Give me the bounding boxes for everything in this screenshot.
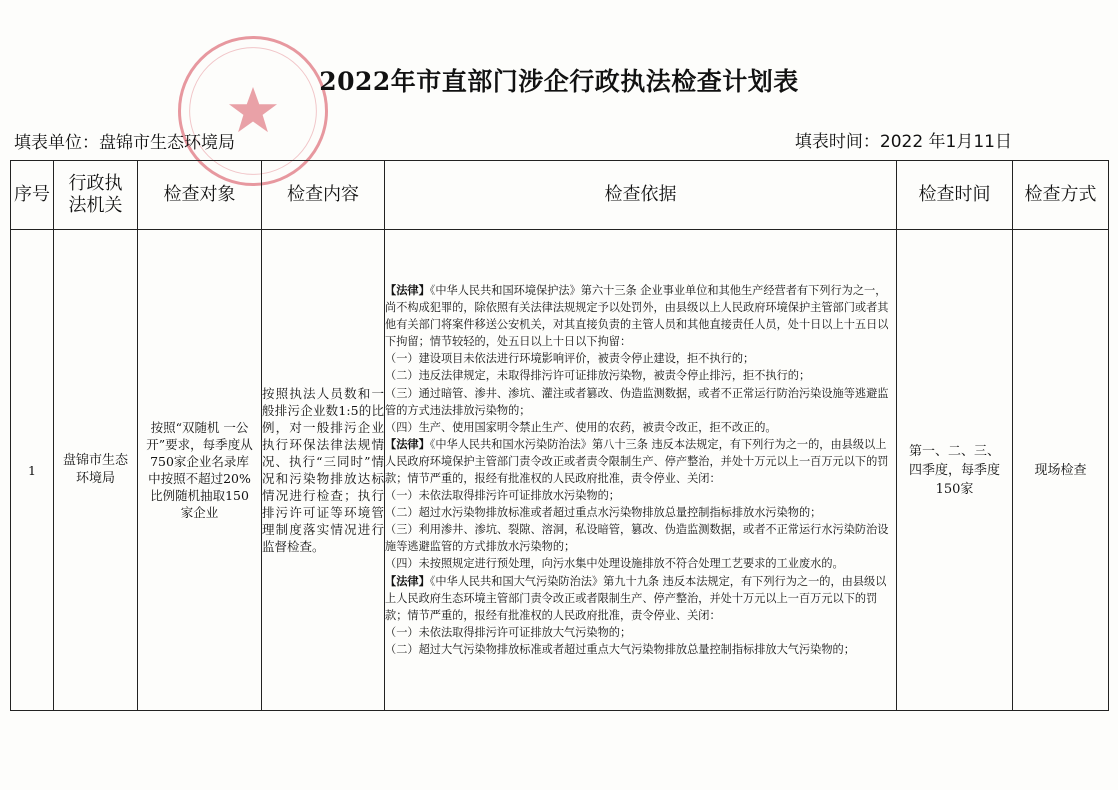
basis-paragraph: （三）通过暗管、渗井、渗坑、灌注或者篡改、伪造监测数据，或者不正常运行防治污染设施等逃避监管的方式违法排放污染物的； bbox=[385, 386, 889, 417]
header-basis: 检查依据 bbox=[385, 161, 897, 230]
page-title: 2022年市直部门涉企行政执法检查计划表 bbox=[319, 67, 799, 96]
basis-paragraph: 【法律】《中华人民共和国大气污染防治法》第九十九条 违反本法规定，有下列行为之一的，由县级以上人民政府生态环境主管部门责令改正或者限制生产、停产整治，并处十万元以上一百万元以下的罚款；情节严重的，报经有批准权的人民政府批准，责令停业、关闭： bbox=[385, 573, 887, 622]
cell-seq: 1 bbox=[11, 230, 54, 711]
basis-paragraph: （一）未依法取得排污许可证排放大气污染物的； bbox=[385, 625, 632, 639]
basis-paragraph: （一）建设项目未依法进行环境影响评价，被责令停止建设，拒不执行的； bbox=[385, 352, 755, 366]
header-target: 检查对象 bbox=[138, 161, 262, 230]
cell-time: 第一、二、三、四季度，每季度150家 bbox=[897, 230, 1013, 711]
basis-paragraph: （二）违反法律规定，未取得排污许可证排放污染物，被责令停止排污，拒不执行的； bbox=[385, 369, 811, 383]
cell-method: 现场检查 bbox=[1013, 230, 1109, 711]
basis-paragraph: 【法律】《中华人民共和国环境保护法》第六十三条 企业事业单位和其他生产经营者有下列行为之一，尚不构成犯罪的，除依照有关法律法规规定予以处罚外，由县级以上人民政府环境保护主管部门或者其他有关部门将案件移送公安机关，对其直接负责的主管人员和其他直接责任人员，处十日以上十五日以下拘留；情节较轻的，处五日以上十日以下拘留： bbox=[385, 282, 889, 349]
cell-target: 按照“双随机 一公开”要求，每季度从750家企业名录库中按照不超过20%比例随机抽取150家企业 bbox=[138, 230, 262, 711]
fill-date: 填表时间：2022 年1月11日 bbox=[794, 132, 1012, 152]
cell-agency: 盘锦市生态环境局 bbox=[54, 230, 138, 711]
header-agency: 行政执法机关 bbox=[54, 161, 138, 230]
header-method: 检查方式 bbox=[1013, 161, 1109, 230]
inspection-plan-table bbox=[10, 160, 1109, 711]
basis-paragraph: （四）未按照规定进行预处理，向污水集中处理设施排放不符合处理工艺要求的工业废水的。 bbox=[385, 557, 844, 571]
header-time: 检查时间 bbox=[897, 161, 1013, 230]
table-row bbox=[11, 230, 1109, 711]
cell-content: 按照执法人员数和一般排污企业数1:5的比例，对一般排污企业执行环保法律法规情况、执行“三同时”情况和污染物排放达标情况进行检查；执行排污许可证等环境管理制度落实情况进行监督检查。 bbox=[262, 230, 385, 711]
basis-paragraph: （三）利用渗井、渗坑、裂隙、溶洞，私设暗管，篡改、伪造监测数据，或者不正常运行水污染防治设施等逃避监管的方式排放水污染物的； bbox=[385, 523, 889, 554]
table-header-row bbox=[11, 161, 1109, 230]
basis-paragraph: （二）超过水污染物排放标准或者超过重点水污染物排放总量控制指标排放水污染物的； bbox=[385, 506, 822, 520]
header-content: 检查内容 bbox=[262, 161, 385, 230]
basis-paragraph: （二）超过大气污染物排放标准或者超过重点大气污染物排放总量控制指标排放大气污染物的； bbox=[385, 642, 855, 656]
cell-basis bbox=[385, 230, 897, 711]
header-seq: 序号 bbox=[11, 161, 54, 230]
basis-paragraph: （一）未依法取得排污许可证排放水污染物的； bbox=[385, 489, 620, 503]
fill-unit: 填表单位：盘锦市生态环境局 bbox=[14, 133, 235, 153]
basis-paragraph: （四）生产、使用国家明令禁止生产、使用的农药，被责令改正，拒不改正的。 bbox=[385, 420, 777, 434]
basis-paragraph: 【法律】《中华人民共和国水污染防治法》第八十三条 违反本法规定，有下列行为之一的，由县级以上人民政府环境保护主管部门责令改正或者责令限制生产、停产整治，并处十万元以上一百万元以下的罚款；情节严重的，报经有批准权的人民政府批准，责令停业、关闭： bbox=[385, 436, 889, 485]
